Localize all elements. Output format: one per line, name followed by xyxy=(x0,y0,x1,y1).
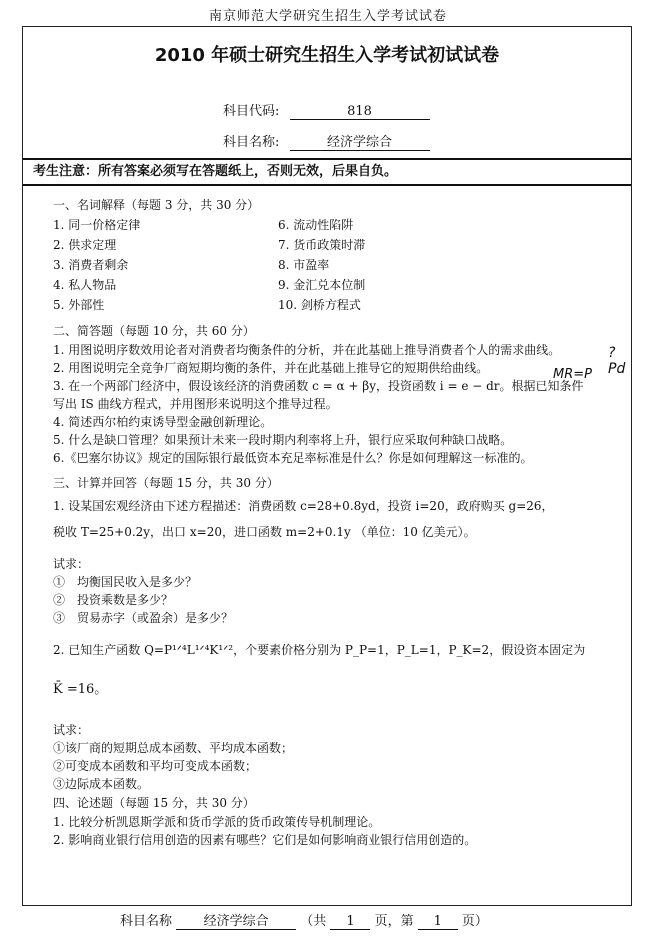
question: 5. 什么是缺口管理？如果预计未来一段时期内利率将上升，银行应采取何种缺口战略。 xyxy=(53,433,513,447)
subject-name-label: 科目名称: xyxy=(223,135,280,150)
question-cont: 税收 T=25+0.2y，出口 x=20，进口函数 m=2+0.1y （单位：10 亿美元）。 xyxy=(53,525,476,539)
sub-question: ③边际成本函数。 xyxy=(53,777,150,791)
sub-question: ①该厂商的短期总成本函数、平均成本函数； xyxy=(53,741,294,755)
term-list xyxy=(53,215,618,315)
ask-label: 试求： xyxy=(53,723,90,737)
question-cont: K̄ =16。 xyxy=(53,682,108,697)
footer-text: （共 xyxy=(300,914,327,929)
question: 1. 用图说明序数效用论者对消费者均衡条件的分析，并在此基础上推导消费者个人的需求曲线。 xyxy=(53,343,561,357)
footer-page-number: 1 xyxy=(418,914,458,930)
subject-name-row xyxy=(223,131,430,151)
question: 1. 设某国宏观经济由下述方程描述：消费函数 c=28+0.8yd，投资 i=20，政府购买 g=26， xyxy=(53,499,554,513)
question-cont: 写出 IS 曲线方程式，并用图形来说明这个推导过程。 xyxy=(53,397,338,411)
footer-text: 页，第 xyxy=(374,914,414,929)
handwritten-note: MR=P xyxy=(553,367,592,382)
sub-question: ③ 贸易赤字（或盈余）是多少？ xyxy=(53,611,234,625)
handwritten-note: ? Pd xyxy=(608,345,626,377)
term-item: 5. 外部性 xyxy=(53,298,105,312)
section-4-title: 四、论述题（每题 15 分，共 30 分） xyxy=(53,796,255,810)
term-item: 2. 供求定理 xyxy=(53,238,117,252)
section-2-title: 二、简答题（每题 10 分，共 60 分） xyxy=(53,324,255,338)
subject-code-label: 科目代码: xyxy=(223,104,280,119)
sub-question: ② 投资乘数是多少？ xyxy=(53,593,174,607)
ask-label: 试求： xyxy=(53,557,90,571)
section-1-title: 一、名词解释（每题 3 分，共 30 分） xyxy=(53,198,260,212)
footer-subject-name: 经济学综合 xyxy=(176,910,296,930)
subject-name-value: 经济学综合 xyxy=(290,131,430,151)
term-item: 7. 货币政策时滞 xyxy=(278,238,366,252)
footer-text: 页） xyxy=(461,914,488,929)
question: 2. 已知生产函数 Q=P¹ᐟ⁴L¹ᐟ⁴K¹ᐟ²，个要素价格分别为 P_P=1，P_L=1，P_K=2，假设资本固定为 xyxy=(53,643,586,657)
term-item: 3. 消费者剩余 xyxy=(53,258,129,272)
subject-code-row xyxy=(223,100,430,120)
question: 4. 简述西尔柏约束诱导型金融创新理论。 xyxy=(53,415,273,429)
header-caption: 南京师范大学研究生招生入学考试试卷 xyxy=(208,9,447,24)
sub-question: ②可变成本函数和平均可变成本函数； xyxy=(53,759,258,773)
notice: 考生注意：所有答案必须写在答题纸上，否则无效，后果自负。 xyxy=(23,158,631,186)
page-title: 2010 年硕士研究生招生入学考试初试试卷 xyxy=(154,45,500,66)
term-item: 8. 市盈率 xyxy=(278,258,330,272)
section-3-title: 三、计算并回答（每题 15 分，共 30 分） xyxy=(53,476,279,490)
footer xyxy=(120,910,488,930)
question: 3. 在一个两部门经济中，假设该经济的消费函数 c = α + βy，投资函数 i = e − dr。根据已知条件 xyxy=(53,379,584,393)
footer-label: 科目名称 xyxy=(120,914,173,929)
question: 6.《巴塞尔协议》规定的国际银行最低资本充足率标准是什么？你是如何理解这一标准的。 xyxy=(53,451,533,465)
term-item: 1. 同一价格定律 xyxy=(53,218,141,232)
term-item: 9. 金汇兑本位制 xyxy=(278,278,366,292)
questions xyxy=(53,195,618,849)
term-item: 4. 私人物品 xyxy=(53,278,117,292)
exam-frame xyxy=(22,26,632,906)
question: 2. 影响商业银行信用创造的因素有哪些？它们是如何影响商业银行信用创造的。 xyxy=(53,833,477,847)
footer-total-pages: 1 xyxy=(330,914,370,930)
subject-code-value: 818 xyxy=(290,104,430,120)
sub-question: ① 均衡国民收入是多少？ xyxy=(53,575,198,589)
term-item: 6. 流动性陷阱 xyxy=(278,218,354,232)
term-item: 10. 剑桥方程式 xyxy=(278,298,361,312)
question: 2. 用图说明完全竞争厂商短期均衡的条件，并在此基础上推导它的短期供给曲线。 xyxy=(53,361,489,375)
question: 1. 比较分析凯恩斯学派和货币学派的货币政策传导机制理论。 xyxy=(53,815,381,829)
